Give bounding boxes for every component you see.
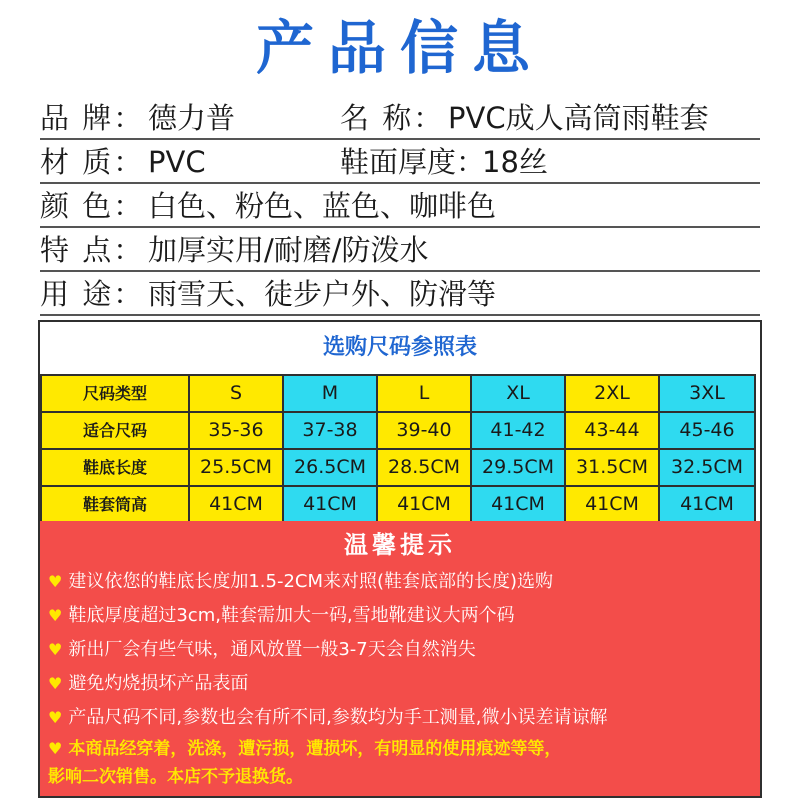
size-row-label: 适合尺码: [41, 412, 189, 449]
info-row-brand-name: [40, 96, 760, 140]
usage-value: 雨雪天、徒步户外、防滑等: [148, 277, 497, 311]
info-row-material-thickness: [40, 140, 760, 184]
size-cell: 41CM: [377, 486, 471, 523]
name-label: 名 称：: [340, 101, 445, 135]
size-cell: 31.5CM: [565, 449, 659, 486]
size-cell: 41CM: [565, 486, 659, 523]
size-cell: 41CM: [189, 486, 283, 523]
size-cell: 35-36: [189, 412, 283, 449]
tip-item: [48, 669, 248, 699]
tip-text: 建议依您的鞋底长度加1.5-2CM来对照(鞋套底部的长度)选购: [68, 571, 554, 592]
size-cell: 29.5CM: [471, 449, 565, 486]
size-cell: 39-40: [377, 412, 471, 449]
tip-item: [48, 567, 553, 597]
tip-text: 新出厂会有些气味，通风放置一般3-7天会自然消失: [68, 639, 476, 660]
brand-label: 品 牌：: [40, 101, 145, 135]
heart-icon: ♥: [48, 640, 63, 659]
size-table-row: [41, 486, 755, 523]
size-cell: 45-46: [659, 412, 755, 449]
material-label: 材 质：: [40, 145, 145, 179]
thickness-value: 18丝: [482, 145, 548, 179]
name-value: PVC成人高筒雨鞋套: [448, 101, 709, 135]
color-label: 颜 色：: [40, 189, 145, 223]
size-cell: 41CM: [471, 486, 565, 523]
size-chart-title: 选购尺码参照表: [322, 335, 477, 360]
size-cell: 37-38: [283, 412, 377, 449]
size-row-label: 鞋套筒高: [41, 486, 189, 523]
info-row-color: [40, 184, 760, 228]
tip-item: [48, 703, 608, 733]
feature-value: 加厚实用/耐磨/防泼水: [148, 233, 429, 267]
tips-panel: [40, 521, 760, 796]
color-value: 白色、粉色、蓝色、咖啡色: [148, 189, 497, 223]
info-row-usage: [40, 272, 760, 316]
warning-text-2: 影响二次销售。本店不予退换货。: [48, 767, 303, 787]
heart-icon: ♥: [48, 708, 63, 727]
heart-icon: ♥: [48, 739, 63, 758]
size-row-label: 尺码类型: [41, 375, 189, 412]
heart-icon: ♥: [48, 572, 63, 591]
size-cell: XL: [471, 375, 565, 412]
tip-item: [48, 601, 515, 631]
page-title: 产品信息: [255, 14, 544, 82]
size-cell: 25.5CM: [189, 449, 283, 486]
thickness-label: 鞋面厚度：: [340, 145, 486, 179]
size-cell: 41-42: [471, 412, 565, 449]
size-cell: 3XL: [659, 375, 755, 412]
size-table-row: [41, 412, 755, 449]
usage-label: 用 途：: [40, 277, 145, 311]
heart-icon: ♥: [48, 606, 63, 625]
size-cell: 2XL: [565, 375, 659, 412]
warning-line-1: [48, 734, 561, 764]
tip-text: 产品尺码不同,参数也会有所不同,参数均为手工测量,微小误差请谅解: [68, 707, 608, 728]
info-row-feature: [40, 228, 760, 272]
feature-label: 特 点：: [40, 233, 145, 267]
size-row-label: 鞋底长度: [41, 449, 189, 486]
size-cell: 41CM: [659, 486, 755, 523]
tip-text: 避免灼烧损坏产品表面: [68, 673, 249, 694]
tips-title: 温馨提示: [344, 531, 456, 559]
tip-text: 鞋底厚度超过3cm,鞋套需加大一码,雪地靴建议大两个码: [68, 605, 515, 626]
warning-text-1: 本商品经穿着，洗涤，遭污损，遭损坏，有明显的使用痕迹等等，: [68, 739, 562, 759]
size-cell: 26.5CM: [283, 449, 377, 486]
size-cell: S: [189, 375, 283, 412]
brand-value: 德力普: [148, 101, 236, 135]
size-cell: 28.5CM: [377, 449, 471, 486]
size-cell: L: [377, 375, 471, 412]
heart-icon: ♥: [48, 674, 63, 693]
size-cell: 43-44: [565, 412, 659, 449]
size-table-row: [41, 449, 755, 486]
size-table-row: [41, 375, 755, 412]
size-table: [40, 374, 756, 524]
warning-line-2: [48, 762, 303, 792]
size-cell: 32.5CM: [659, 449, 755, 486]
size-cell: M: [283, 375, 377, 412]
material-value: PVC: [148, 145, 206, 179]
tip-item: [48, 635, 476, 665]
size-cell: 41CM: [283, 486, 377, 523]
